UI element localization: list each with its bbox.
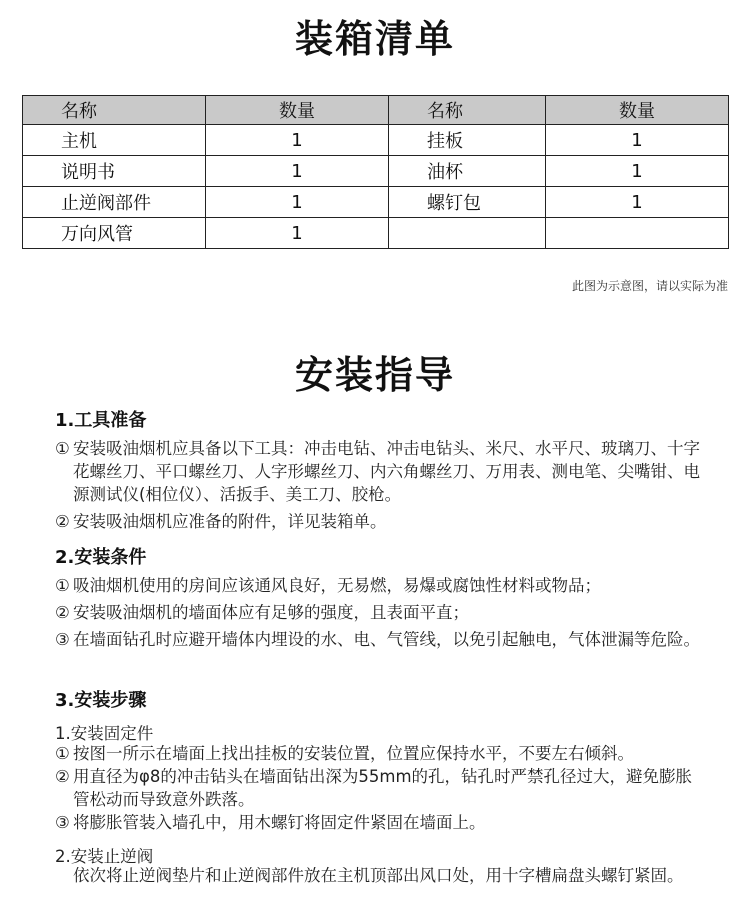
header-name-1: 名称 bbox=[23, 96, 206, 125]
list-item bbox=[55, 628, 705, 651]
item-name: 挂板 bbox=[389, 125, 546, 156]
item-name: 油杯 bbox=[389, 156, 546, 187]
item-text: 将膨胀管装入墙孔中，用木螺钉将固定件紧固在墙面上。 bbox=[73, 813, 486, 832]
item-text: 在墙面钻孔时应避开墙体内埋设的水、电、气管线，以免引起触电，气体泄漏等危险。 bbox=[73, 630, 700, 649]
section-heading-steps: 3.安装步骤 bbox=[55, 690, 147, 711]
list-item bbox=[55, 742, 705, 765]
item-qty: 1 bbox=[206, 156, 389, 187]
item-text: 用直径为φ8的冲击钻头在墙面钻出深为55mm的孔，钻孔时严禁孔径过大，避免膨胀管松动而导致意外跌落。 bbox=[73, 767, 693, 809]
table-row bbox=[23, 156, 729, 187]
item-marker: ② bbox=[55, 603, 70, 622]
item-name: 主机 bbox=[23, 125, 206, 156]
item-marker: ② bbox=[55, 512, 70, 531]
install-guide-title: 安装指导 bbox=[294, 353, 455, 397]
item-name: 万向风管 bbox=[23, 218, 206, 249]
item-text: 安装吸油烟机应具备以下工具：冲击电钻、冲击电钻头、米尺、水平尺、玻璃刀、十字花螺丝刀、平口螺丝刀、人字形螺丝刀、内六角螺丝刀、万用表、测电笔、尖嘴钳、电源测试仪(相位仪）、活扳手、美工刀、胶枪。 bbox=[73, 439, 700, 504]
list-item bbox=[55, 765, 705, 811]
list-item bbox=[55, 811, 705, 834]
header-qty-2: 数量 bbox=[546, 96, 729, 125]
section-heading-conditions: 2.安装条件 bbox=[55, 547, 147, 568]
item-qty: 1 bbox=[206, 187, 389, 218]
item-marker: ③ bbox=[55, 813, 70, 832]
list-item bbox=[55, 437, 705, 506]
packing-list-title: 装箱清单 bbox=[294, 17, 455, 61]
section-heading-tools: 1.工具准备 bbox=[55, 410, 147, 431]
item-marker: ① bbox=[55, 576, 70, 595]
list-item bbox=[55, 601, 705, 624]
list-item bbox=[55, 510, 705, 533]
item-marker: ② bbox=[55, 767, 70, 786]
step1-body bbox=[55, 742, 705, 834]
item-qty bbox=[546, 218, 729, 249]
section-conditions-body bbox=[55, 574, 705, 651]
step1-title: 1.安装固定件 bbox=[55, 724, 154, 743]
illustration-note: 此图为示意图，请以实际为准 bbox=[571, 279, 728, 293]
item-qty: 1 bbox=[546, 125, 729, 156]
header-name-2: 名称 bbox=[389, 96, 546, 125]
item-text: 吸油烟机使用的房间应该通风良好，无易燃，易爆或腐蚀性材料或物品； bbox=[73, 576, 601, 595]
item-name bbox=[389, 218, 546, 249]
step2-title: 2.安装止逆阀 bbox=[55, 847, 154, 866]
table-header-row bbox=[23, 96, 729, 125]
table-row bbox=[23, 218, 729, 249]
item-qty: 1 bbox=[206, 125, 389, 156]
packing-table bbox=[22, 95, 729, 249]
item-qty: 1 bbox=[546, 187, 729, 218]
table-row bbox=[23, 125, 729, 156]
item-text: 安装吸油烟机应准备的附件，详见装箱单。 bbox=[73, 512, 387, 531]
table-row bbox=[23, 187, 729, 218]
item-name: 说明书 bbox=[23, 156, 206, 187]
item-marker: ① bbox=[55, 439, 70, 458]
list-item bbox=[55, 574, 705, 597]
item-name: 螺钉包 bbox=[389, 187, 546, 218]
item-qty: 1 bbox=[206, 218, 389, 249]
item-text: 按图一所示在墙面上找出挂板的安装位置，位置应保持水平，不要左右倾斜。 bbox=[73, 744, 634, 763]
item-qty: 1 bbox=[546, 156, 729, 187]
header-qty-1: 数量 bbox=[206, 96, 389, 125]
section-tools-body bbox=[55, 437, 705, 533]
item-name: 止逆阀部件 bbox=[23, 187, 206, 218]
step2-text: 依次将止逆阀垫片和止逆阀部件放在主机顶部出风口处，用十字槽扁盘头螺钉紧固。 bbox=[73, 866, 684, 885]
item-text: 安装吸油烟机的墙面体应有足够的强度，且表面平直； bbox=[73, 603, 469, 622]
item-marker: ① bbox=[55, 744, 70, 763]
item-marker: ③ bbox=[55, 630, 70, 649]
